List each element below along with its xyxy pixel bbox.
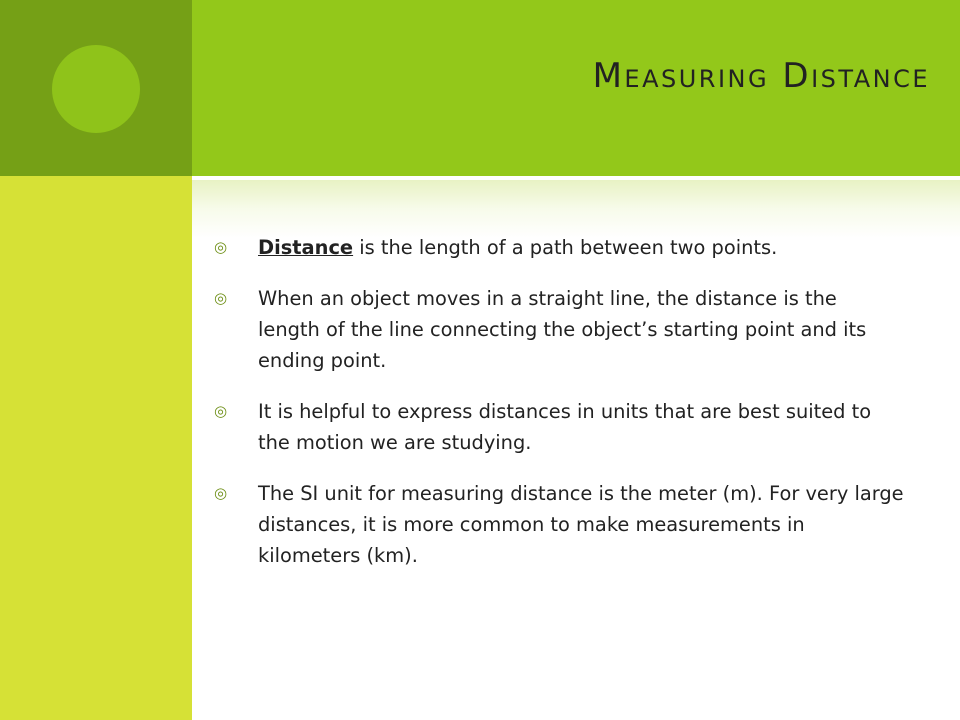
bullet-item [214,396,904,458]
bullet-list [214,232,904,591]
bullet-marker-icon: ◎ [214,238,228,256]
slide-title: Measuring Distance [592,56,930,96]
key-term: Distance [258,236,354,259]
bullet-item [214,232,904,263]
title-shadow-fade [192,180,960,238]
left-sidebar-panel [0,176,192,720]
bullet-marker-icon: ◎ [214,402,228,420]
bullet-text: It is helpful to express distances in units that are best suited to the motion we are studying. [258,400,872,454]
bullet-text [258,232,904,263]
bullet-item [214,283,904,376]
bullet-text: When an object moves in a straight line, the distance is the length of the line connecting the object’s starting point and its ending point. [258,287,867,372]
bullet-marker-icon: ◎ [214,289,228,307]
bullet-marker-icon: ◎ [214,484,228,502]
bullet-item [214,478,904,571]
decorative-circle [52,45,140,133]
bullet-body: is the length of a path between two points. [353,236,778,259]
bullet-text: The SI unit for measuring distance is the meter (m). For very large distances, it is more common to make measurements in kilometers (km). [258,482,904,567]
